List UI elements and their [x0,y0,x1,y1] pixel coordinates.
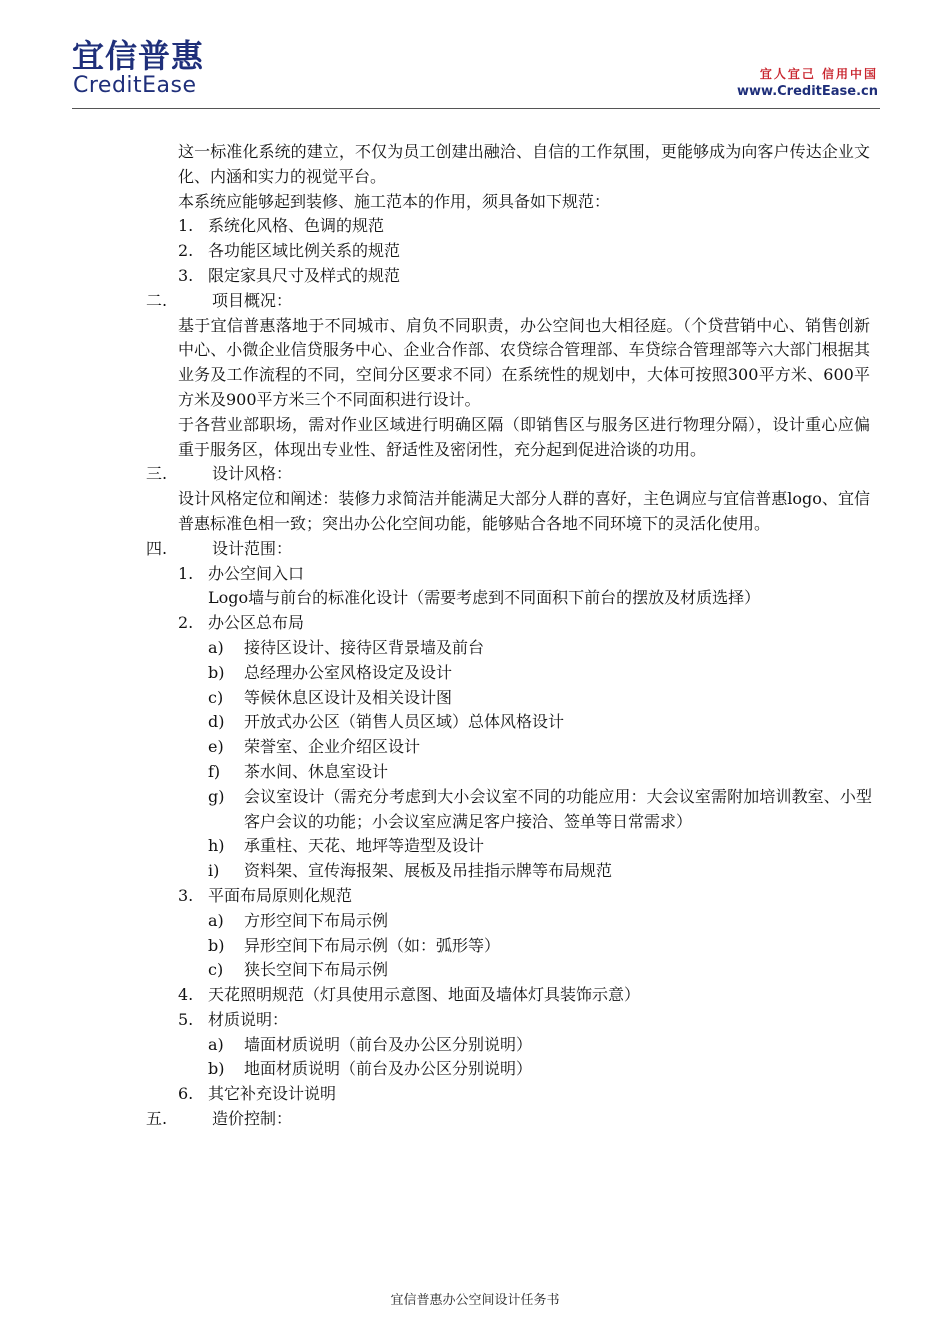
list-text: 会议室设计（需充分考虑到大小会议室不同的功能应用：大会议室需附加培训教室、小型客户会议的功能；小会议室应满足客户接洽、签单等日常需求） [244,786,872,831]
section-2-paragraph-2: 于各营业部职场，需对作业区域进行明确区隔（即销售区与服务区进行物理分隔），设计重心应偏重于服务区，体现出专业性、舒适性及密闭性，充分起到促进洽谈的功用。 [178,414,870,459]
scope-item-1-detail: Logo墙与前台的标准化设计（需要考虑到不同面积下前台的摆放及材质选择） [208,588,761,608]
list-text: 办公区总布局 [208,613,305,633]
list-text: 系统化风格、色调的规范 [208,216,385,236]
list-number: 4. [178,985,194,1005]
scope-item-1 [0,562,950,587]
intro-list-item-2 [0,239,950,264]
intro-list-item-1 [0,214,950,239]
intro-paragraph-1: 这一标准化系统的建立，不仅为员工创建出融洽、自信的工作氛围，更能够成为向客户传达企业文化、内涵和实力的视觉平台。 [178,142,870,186]
list-number: 3. [178,885,194,905]
list-number: 2. [178,241,194,261]
list-text: 接待区设计、接待区背景墙及前台 [244,637,485,657]
section-number: 四. [146,538,168,558]
list-letter: i) [208,861,220,881]
scope-item-2 [0,611,950,636]
list-letter: a) [208,910,224,930]
list-letter: c) [208,687,224,707]
section-3-paragraph-1: 设计风格定位和阐述：装修力求简洁并能满足大部分人群的喜好，主色调应与宜信普惠logo、宜信普惠标准色相一致；突出办公化空间功能，能够贴合各地不同环境下的灵活化使用。 [178,489,870,533]
list-text: 承重柱、天花、地坪等造型及设计 [244,836,485,856]
list-letter: f) [208,761,221,781]
section-heading-3 [0,462,950,487]
scope-item-2h [0,834,950,859]
scope-item-2i [0,859,950,884]
list-text: 狭长空间下布局示例 [244,960,389,980]
list-text: 异形空间下布局示例（如：弧形等） [244,935,501,955]
section-number: 五. [146,1109,168,1129]
section-number: 二. [146,290,168,310]
scope-item-5 [0,1008,950,1033]
section-heading-5 [0,1107,950,1132]
list-number: 1. [178,563,194,583]
list-text: 等候休息区设计及相关设计图 [244,687,453,707]
list-letter: b) [208,935,225,955]
scope-item-2f [0,760,950,785]
section-2-paragraph-1: 基于宜信普惠落地于不同城市、肩负不同职责，办公空间也大相径庭。（个贷营销中心、销售创新中心、小微企业信贷服务中心、企业合作部、农贷综合管理部、车贷综合管理部等六大部门根据其业务及工作流程的不同，空间分区要求不同）在系统性的规划中，大体可按照300平方米、600平方米及900平方米三个不同面积进行设计。 [178,315,870,409]
list-number: 5. [178,1009,194,1029]
page-footer: 宜信普惠办公空间设计任务书 [390,1293,560,1308]
list-letter: e) [208,737,224,757]
scope-item-2e [0,735,950,760]
intro-paragraph-2: 本系统应能够起到装修、施工范本的作用，须具备如下规范： [178,191,611,211]
section-title: 造价控制： [212,1109,293,1129]
list-letter: a) [208,637,224,657]
list-text: 限定家具尺寸及样式的规范 [208,265,401,285]
list-letter: g) [208,786,225,806]
section-heading-4 [0,537,950,562]
section-title: 项目概况： [212,290,293,310]
list-number: 3. [178,265,194,285]
list-text: 各功能区域比例关系的规范 [208,241,401,261]
list-letter: a) [208,1034,224,1054]
list-number: 2. [178,613,194,633]
list-letter: d) [208,712,225,732]
header-divider [72,108,880,109]
section-title: 设计范围： [212,538,293,558]
list-letter: b) [208,662,225,682]
list-text: 材质说明： [208,1009,289,1029]
section-title: 设计风格： [212,464,293,484]
list-text: 地面材质说明（前台及办公区分别说明） [244,1059,533,1079]
scope-item-3a [0,909,950,934]
list-text: 天花照明规范（灯具使用示意图、地面及墙体灯具装饰示意） [208,985,641,1005]
scope-item-3b [0,934,950,959]
list-letter: h) [208,836,225,856]
scope-item-3 [0,884,950,909]
scope-item-6 [0,1082,950,1107]
list-number: 1. [178,216,194,236]
intro-list-item-3 [0,264,950,289]
scope-item-2g [0,785,950,835]
company-slogan: 宜人宜己 信用中国 [759,67,878,81]
list-number: 6. [178,1084,194,1104]
scope-item-2b [0,661,950,686]
list-letter: b) [208,1059,225,1079]
section-number: 三. [146,464,168,484]
list-text: 开放式办公区（销售人员区域）总体风格设计 [244,712,565,732]
company-logo-chinese: 宜信普惠 [72,37,205,75]
list-text: 平面布局原则化规范 [208,885,353,905]
scope-item-2c [0,686,950,711]
list-text: 资料架、宣传海报架、展板及吊挂指示牌等布局规范 [244,861,613,881]
scope-item-5a [0,1033,950,1058]
list-text: 茶水间、休息室设计 [244,761,389,781]
document-body [0,140,950,1132]
list-text: 总经理办公室风格设定及设计 [244,662,453,682]
company-website: www.CreditEase.cn [737,84,878,99]
list-text: 墙面材质说明（前台及办公区分别说明） [244,1034,533,1054]
list-text: 方形空间下布局示例 [244,910,389,930]
scope-item-4 [0,983,950,1008]
company-logo-english: CreditEase [73,73,197,98]
list-text: 办公空间入口 [208,563,305,583]
list-text: 其它补充设计说明 [208,1084,337,1104]
list-text: 荣誉室、企业介绍区设计 [244,737,421,757]
page-header [0,0,950,110]
scope-item-2d [0,710,950,735]
scope-item-5b [0,1057,950,1082]
scope-item-3c [0,958,950,983]
scope-item-2a [0,636,950,661]
section-heading-2 [0,289,950,314]
list-letter: c) [208,960,224,980]
